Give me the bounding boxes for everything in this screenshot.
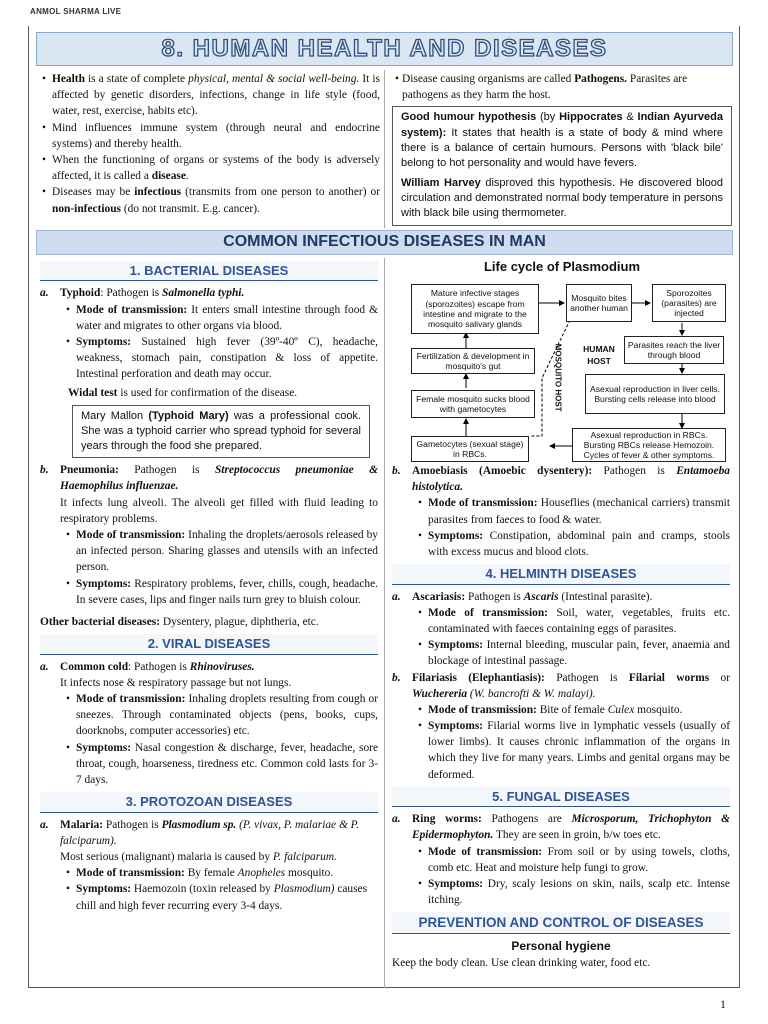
helminth-heading: 4. HELMINTH DISEASES — [392, 564, 730, 584]
intro-disease-item: • When the functioning of organs or systems of the body is adversely affected, it is called a disease. — [42, 153, 380, 183]
intro-right — [392, 71, 732, 226]
lifecycle-rbc-reproduction: Asexual reproduction in RBCs. Bursting RBCs release Hemozoin. Cycles of fever & other symptoms. — [572, 428, 726, 462]
right-column — [392, 463, 730, 971]
lifecycle-sporozoites-injected: Sporozoites (parasites) are injected — [652, 284, 726, 322]
ringworm-entry: a. Ring worms: Pathogens are Microsporum, Trichophyton & Epidermophyton. They are seen in groin, b/w toes etc. — [392, 813, 730, 842]
lifecycle-liver-reproduction: Asexual reproduction in liver cells. Bursting cells release into blood — [585, 374, 725, 414]
bacterial-heading: 1. BACTERIAL DISEASES — [40, 261, 378, 281]
ascariasis-entry: a. Ascariasis: Pathogen is Ascaris (Intestinal parasite). — [392, 590, 653, 603]
prevention-heading: PREVENTION AND CONTROL OF DISEASES — [392, 912, 730, 933]
intro-health-item: • Health is a state of complete physical, mental & social well-being. It is affected by genetic disorders, infections, change in life style (food, water, rest, exercise, habits etc). — [42, 73, 380, 118]
typhoid-mode: • Mode of transmission: It enters small intestine through food & water and migrates to other organs via blood. — [66, 303, 378, 332]
common-cold-entry: a. Common cold: Pathogen is Rhinoviruses. — [40, 660, 255, 673]
amoebiasis-mode: • Mode of transmission: Houseflies (mechanical carriers) transmit parasites from faeces to food & water. — [418, 497, 731, 526]
filariasis-symptoms: • Symptoms: Filarial worms live in lymphatic vessels (usually of lower limbs). It causes chronic inflammation of the organs in which they live for many years. Limbs and genital organs may be deformed. — [418, 720, 730, 781]
lifecycle-gametocytes: Gametocytes (sexual stage) in RBCs. — [411, 436, 529, 462]
amoebiasis-symptoms: • Symptoms: Constipation, abdominal pain and cramps, stools with excess mucus and blood clots. — [418, 529, 730, 558]
common-cold-symptoms: • Symptoms: Nasal congestion & discharge, fever, headache, sore throat, cough, hoarseness, tiredness etc. Common cold lasts for 3-7 days. — [66, 741, 378, 786]
ascariasis-mode: • Mode of transmission: Soil, water, vegetables, fruits etc. contaminated with faeces containing eggs of parasites. — [418, 606, 730, 635]
page-header: ANMOL SHARMA LIVE — [30, 7, 122, 16]
ringworm-symptoms: • Symptoms: Dry, scaly lesions on skin, nails, scalp etc. Intense itching. — [418, 878, 730, 907]
protozoan-heading: 3. PROTOZOAN DISEASES — [40, 792, 378, 812]
malaria-mode: • Mode of transmission: By female Anopheles mosquito. — [66, 867, 334, 880]
human-host-label: HUMAN HOST — [583, 344, 615, 367]
page-number: 1 — [720, 997, 726, 1011]
widal-test: Widal test is used for confirmation of the disease. — [68, 386, 298, 399]
intro-infectious-item: • Diseases may be infectious (transmits from one person to another) or non-infectious (do not transmit. E.g. cancer). — [42, 186, 380, 215]
humour-hypothesis-box: Good humour hypothesis (by Hippocrates & Indian Ayurveda system): It states that health is a state of body & mind where there is a balance of certain humours. Persons with 'black bile' belong to hot personality and would have fevers. William Harvey disproved this hypothesis. He discovered blood circulation and demonstrated normal body temperature in persons with black bile using thermometer. — [392, 106, 732, 225]
personal-hygiene-heading: Personal hygiene — [511, 938, 611, 953]
lifecycle-mosquito-sucks: Female mosquito sucks blood with gametocytes — [411, 390, 535, 418]
lifecycle-liver-blood: Parasites reach the liver through blood — [624, 336, 724, 364]
fungal-heading: 5. FUNGAL DISEASES — [392, 787, 730, 807]
intro-left — [36, 71, 380, 217]
typhoid-symptoms: • Symptoms: Sustained high fever (39º-40º C), headache, weakness, stomach pain, constipation & loss of appetite. Intestinal perforation and death may occur. — [66, 336, 378, 381]
viral-heading: 2. VIRAL DISEASES — [40, 634, 378, 654]
amoebiasis-entry: b. Amoebiasis (Amoebic dysentery): Pathogen is Entamoeba histolytica. — [392, 465, 730, 494]
typhoid-mary-box: Mary Mallon (Typhoid Mary) was a professional cook. She was a typhoid carrier who spread typhoid for several years through the food she prepared. — [72, 405, 370, 459]
pneumonia-text: It infects lung alveoli. The alveoli get filled with fluid leading to respiratory problems. — [60, 496, 378, 525]
common-cold-mode: • Mode of transmission: Inhaling droplets resulting from cough or sneezes. Through contaminated objects (pens, books, cups, doorknobs, computer accessories) etc. — [66, 692, 378, 738]
malaria-symptoms: • Symptoms: Haemozoin (toxin released by Plasmodium) causes chill and high fever recurring every 3-4 days. — [66, 883, 368, 912]
ringworm-mode: • Mode of transmission: From soil or by using towels, cloths, comb etc. Heat and moisture help fungi to grow. — [418, 845, 731, 874]
malaria-text: Most serious (malignant) malaria is caused by P. falciparum. — [60, 850, 337, 863]
ascariasis-symptoms: • Symptoms: Internal bleeding, muscular pain, fever, anaemia and blockage of intestinal passage. — [418, 639, 730, 668]
left-column — [40, 257, 378, 914]
lifecycle-sporozoites-escape: Mature infective stages (sporozoites) escape from intestine and migrate to the mosquito salivary glands — [411, 284, 539, 334]
filariasis-mode: • Mode of transmission: Bite of female Culex mosquito. — [418, 703, 683, 716]
chapter-title-bar — [36, 32, 733, 66]
malaria-entry: a. Malaria: Pathogen is Plasmodium sp. (P. vivax, P. malariae & P. falciparum). — [40, 818, 360, 847]
intro-mind-item: • Mind influences immune system (through neural and endocrine systems) and thereby health. — [42, 121, 380, 150]
pneumonia-entry: b. Pneumonia: Pathogen is Streptococcus pneumoniae & Haemophilus influenzae. — [40, 464, 378, 493]
lifecycle-fertilization: Fertilization & development in mosquito's gut — [411, 348, 535, 374]
column-divider-top — [384, 70, 385, 228]
filariasis-entry: b. Filariasis (Elephantiasis): Pathogen is Filarial worms or Wuchereria (W. bancrofti & W. malayi). — [392, 671, 731, 700]
lifecycle-mosquito-bites: Mosquito bites another human — [566, 284, 632, 322]
common-cold-text: It infects nose & respiratory passage but not lungs. — [60, 676, 292, 689]
pneumonia-symptoms: • Symptoms: Respiratory problems, fever, chills, cough, headache. In severe cases, lips and finger nails turn grey to bluish colour. — [66, 577, 378, 606]
pathogens-item: • Disease causing organisms are called Pathogens. Parasites are pathogens as they harm the host. — [395, 73, 688, 102]
other-bacterial: Other bacterial diseases: Dysentery, plague, diphtheria, etc. — [40, 615, 319, 628]
chapter-title: 8. HUMAN HEALTH AND DISEASES — [161, 34, 608, 62]
typhoid-entry: a. Typhoid: Pathogen is Salmonella typhi. — [40, 287, 245, 300]
personal-hygiene-text: Keep the body clean. Use clean drinking water, food etc. — [392, 956, 651, 969]
section-title-infectious: COMMON INFECTIOUS DISEASES IN MAN — [36, 230, 733, 255]
lifecycle-title: Life cycle of Plasmodium — [483, 259, 641, 274]
pneumonia-mode: • Mode of transmission: Inhaling the droplets/aerosols released by an infected person. Sharing glasses and utensils with an infected person. — [66, 529, 378, 574]
column-divider-main — [384, 258, 385, 988]
mosquito-host-label: MOSQUITO HOST — [553, 343, 563, 412]
